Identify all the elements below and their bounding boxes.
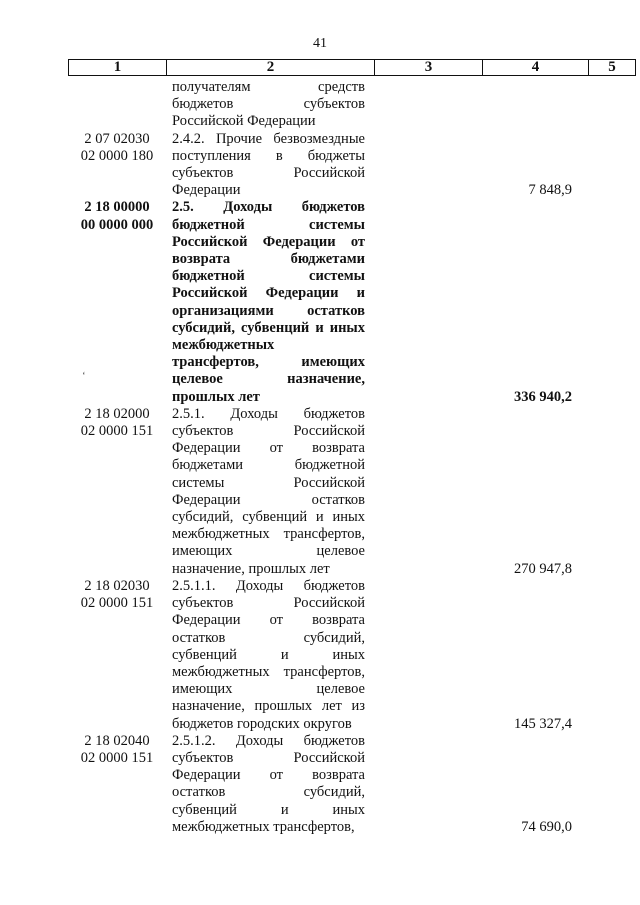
description-line: системы Российской — [172, 474, 365, 491]
description-line: целевое назначение, — [172, 371, 365, 388]
description-line: Российской Федерации и — [172, 285, 365, 302]
column-header-4: 4 — [483, 60, 589, 76]
column-header-3: 3 — [375, 60, 483, 76]
column-header-1: 1 — [69, 60, 167, 76]
description-line: Федерации от возврата — [172, 767, 365, 784]
column-header-row — [68, 59, 636, 76]
description-line: межбюджетных трансфертов, — [172, 526, 365, 543]
description-line: межбюджетных трансфертов, — [172, 818, 355, 835]
description-line: возврата бюджетами — [172, 251, 365, 268]
description-line: бюджетов городских округов — [172, 715, 352, 732]
page-number: 41 — [313, 36, 327, 51]
description-line: Федерации от возврата — [172, 440, 365, 457]
table-row — [0, 733, 640, 836]
description-line: бюджетной системы — [172, 268, 365, 285]
description-line: субвенций и иных — [172, 646, 365, 663]
table-row — [0, 578, 640, 733]
description-line: остатков субсидий, — [172, 784, 365, 801]
table-row — [0, 131, 640, 200]
description-line: прошлых лет — [172, 388, 260, 405]
description-line: Федерации остатков — [172, 491, 365, 508]
description-line: субъектов Российской — [172, 749, 365, 766]
description-line: организациями остатков — [172, 302, 365, 319]
budget-code: 2 18 00000 00 0000 000 — [80, 199, 154, 233]
description-line: Федерации — [172, 182, 241, 199]
amount-value: 336 940,2 — [514, 388, 572, 405]
amount-value: 74 690,0 — [521, 818, 572, 835]
table-row — [0, 199, 640, 405]
description-line: 2.5. Доходы бюджетов — [172, 199, 365, 216]
description-line: имеющих целевое — [172, 543, 365, 560]
description-line: межбюджетных — [172, 337, 275, 354]
table-row — [0, 79, 640, 131]
description-line: бюджетами бюджетной — [172, 457, 365, 474]
description-line: бюджетов субъектов — [172, 96, 365, 113]
description-line: поступления в бюджеты — [172, 147, 365, 164]
description-line: бюджетной системы — [172, 216, 365, 233]
description-line: имеющих целевое — [172, 681, 365, 698]
scan-speck: ‘ — [82, 370, 86, 382]
budget-code: 2 18 02030 02 0000 151 — [80, 577, 154, 612]
description-line: 2.4.2. Прочие безвозмездные — [172, 130, 365, 147]
budget-table-body — [0, 79, 640, 836]
budget-code: 2 07 02030 02 0000 180 — [80, 130, 154, 164]
amount-value: 145 327,4 — [514, 715, 572, 732]
amount-value: 270 947,8 — [514, 560, 572, 577]
budget-code: 2 18 02040 02 0000 151 — [80, 732, 154, 766]
description-line: Федерации от возврата — [172, 612, 365, 629]
description-line: межбюджетных трансфертов, — [172, 663, 365, 680]
description-line: субъектов Российской — [172, 595, 365, 612]
description-line: назначение, прошлых лет из — [172, 698, 365, 715]
description-line: субсидий, субвенций и иных — [172, 509, 365, 526]
description-line: субъектов Российской — [172, 165, 365, 182]
description-line: назначение, прошлых лет — [172, 560, 330, 577]
description-line: субъектов Российской — [172, 423, 365, 440]
description-line: Российской Федерации — [172, 113, 316, 130]
amount-value: 7 848,9 — [528, 182, 572, 199]
description-line: 2.5.1.2. Доходы бюджетов — [172, 732, 365, 749]
description-line: субвенций и иных — [172, 801, 365, 818]
column-header-2: 2 — [167, 60, 375, 76]
description-line: Российской Федерации от — [172, 233, 365, 250]
description-line: трансфертов, имеющих — [172, 354, 365, 371]
description-line: субсидий, субвенций и иных — [172, 319, 365, 336]
budget-code: 2 18 02000 02 0000 151 — [80, 405, 154, 440]
row-description — [0, 79, 640, 131]
description-line: 2.5.1. Доходы бюджетов — [172, 405, 365, 422]
column-header-5: 5 — [589, 60, 636, 76]
description-line: 2.5.1.1. Доходы бюджетов — [172, 577, 365, 594]
description-line: получателям средств — [172, 79, 365, 95]
description-line: остатков субсидий, — [172, 629, 365, 646]
table-row — [0, 406, 640, 578]
